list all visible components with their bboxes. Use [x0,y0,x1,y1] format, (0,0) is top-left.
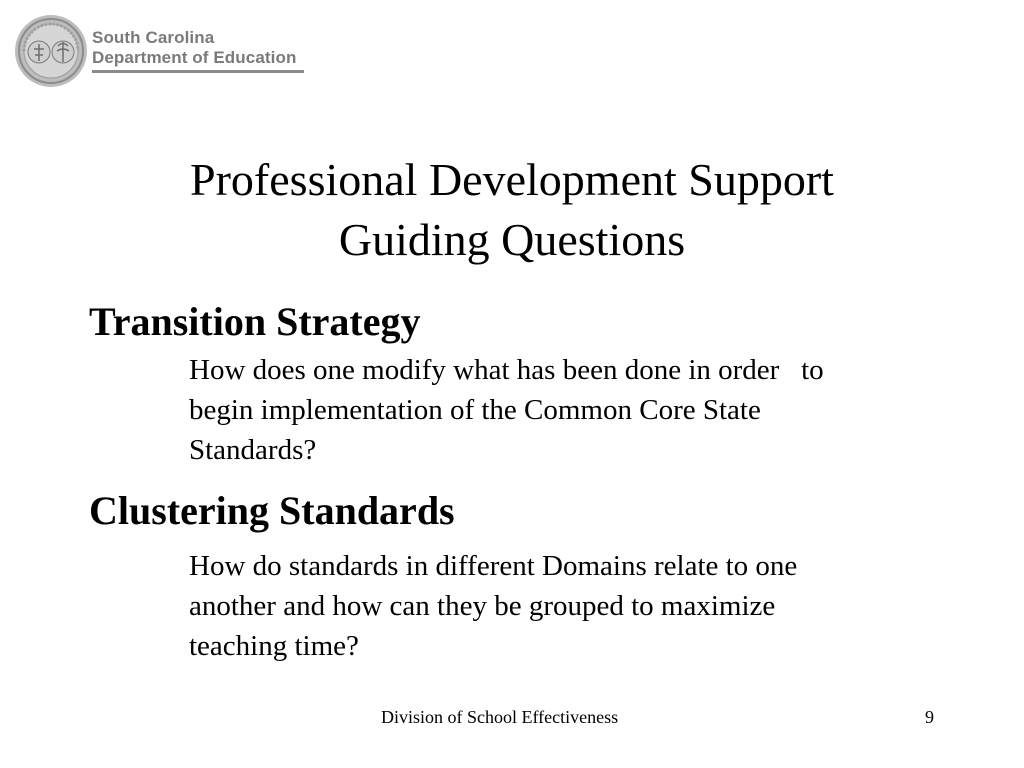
body-line: How does one modify what has been done in order to [189,354,824,386]
slide-title [0,150,1024,270]
body-line: How do standards in different Domains relate to one [189,550,798,582]
organization-name [92,28,296,68]
slide-title-line2: Guiding Questions [338,214,686,265]
logo-underline [92,70,304,73]
section-body-clustering-standards [189,546,949,666]
slide-title-line1: Professional Development Support [190,154,834,205]
organization-name-line2: Department of Education [92,48,297,67]
footer-division: Division of School Effectiveness [381,707,619,727]
section-heading-transition-strategy: Transition Strategy [89,299,421,344]
section-body-transition-strategy [189,350,949,470]
organization-name-line1: South Carolina [92,28,215,47]
state-seal-icon [14,14,88,88]
body-line: Standards? [189,434,317,466]
sc-department-of-education-logo [14,14,314,88]
page-number: 9 [925,707,934,727]
section-heading-clustering-standards: Clustering Standards [89,488,455,533]
body-line: another and how can they be grouped to maximize [189,590,776,622]
body-line: teaching time? [189,630,359,662]
body-line: begin implementation of the Common Core State [189,394,761,426]
